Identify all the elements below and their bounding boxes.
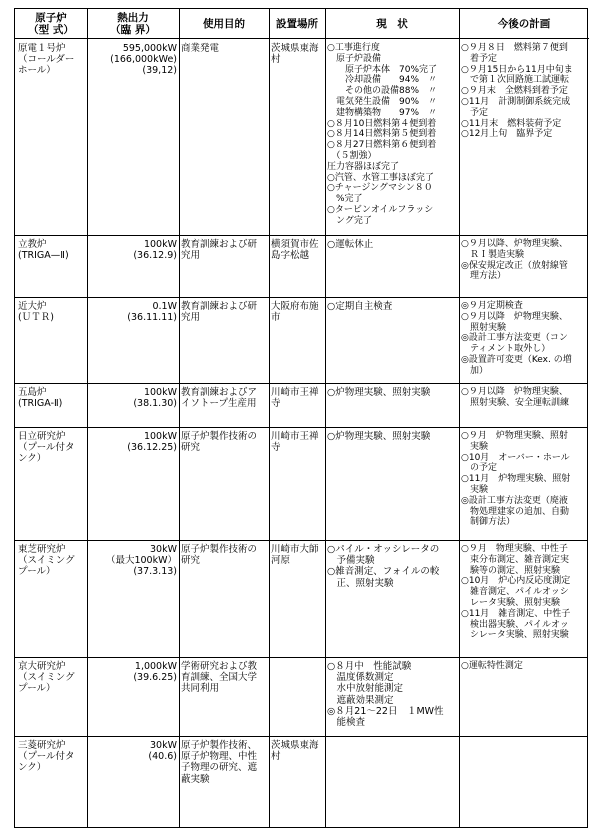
- row-6-reactor: 京大研究炉 （スイミング プール）: [18, 661, 75, 695]
- header-power: [87, 9, 179, 39]
- row-3-reactor: 五島炉 (TRIGA-Ⅱ): [18, 387, 63, 410]
- row-6-location: [269, 659, 325, 734]
- row-divider: [15, 383, 587, 384]
- row-0-location: 茨城県東海 村: [271, 43, 319, 66]
- header-purpose: [179, 9, 269, 39]
- row-1-purpose: 教育訓練および研 究用: [181, 239, 258, 262]
- row-2-status: ○定期自主検査: [327, 301, 393, 312]
- row-4-reactor: 日立研究炉 （プール付タ ンク）: [18, 431, 75, 465]
- row-1-status: ○運転休止: [327, 239, 374, 250]
- row-5-location: 川崎市大師 河原: [271, 544, 319, 567]
- row-0-reactor: 原電１号炉 （コールダー ホール）: [18, 43, 75, 77]
- row-0-power: 595,000kW (166,000kWe) (39,12): [110, 43, 177, 77]
- reactor-status-table: [14, 8, 588, 828]
- row-4-location: 川崎市王禅 寺: [271, 431, 319, 454]
- row-5-reactor: 東芝研究炉 （スイミング プール）: [18, 544, 75, 578]
- row-4-plan: ○９月 炉物理実験、照射 実験 ○10月 オーバー・ホール の予定 ○11月 炉物理実験、照射 実験 ◎設計工事方法変更（廃液 物処理建家の追加、自動 制御方法）: [461, 431, 571, 528]
- row-2-plan: ◎９月定期検査 ○９月以降 炉物理実験、 照射実験 ◎設計工事方法変更（コン ティメント取外し） ◎設置許可変更（Kex. の増 加）: [461, 301, 572, 376]
- row-6-power: 1,000kW (39.6.25): [133, 661, 177, 684]
- header-plan: [459, 9, 589, 39]
- row-divider: [15, 736, 587, 737]
- row-divider: [15, 427, 587, 428]
- row-divider: [15, 657, 587, 658]
- row-4-power: 100kW (36.12.25): [127, 431, 177, 454]
- row-1-power: 100kW (36.12.9): [133, 239, 177, 262]
- row-3-purpose: 教育訓練およびア イソトープ生産用: [181, 387, 258, 410]
- row-0-purpose: 商業発電: [181, 43, 220, 54]
- row-3-location: 川崎市王禅 寺: [271, 387, 319, 410]
- row-7-plan: [459, 738, 589, 826]
- row-6-plan: ○運転特性測定: [461, 661, 523, 671]
- row-divider: [15, 540, 587, 541]
- row-7-location: 茨城県東海 村: [271, 740, 319, 763]
- row-1-reactor: 立教炉 (TRIGA—Ⅱ): [18, 239, 69, 262]
- row-7-power: 30kW (40.6): [148, 740, 177, 763]
- row-5-power: 30kW （最大100kW） (37.3.13): [105, 544, 177, 578]
- row-3-power: 100kW (38.1.30): [133, 387, 177, 410]
- header-location-text: 設置場所: [276, 17, 318, 30]
- row-2-location: 大阪府布施 市: [271, 301, 319, 324]
- header-power-text: 熱出力 （臨 界）: [110, 11, 156, 36]
- row-2-reactor: 近大炉 (ＵＴＲ): [18, 301, 54, 324]
- header-plan-text: 今後の計画: [497, 17, 551, 30]
- header-reactor: [15, 9, 87, 39]
- row-5-plan: ○９月 物理実験、中性子 束分布測定、雑音測定実 験等の測定、照射実験 ○10月 炉心内反応度測定 雑音測定、パイルオッシ レータ実験、照射実験 ○11月 雑音測定、中性子 検出器実験、パイルオッ シレータ実験、照射実験: [461, 544, 571, 641]
- header-status-text: 現 状: [376, 17, 408, 30]
- row-6-status: ○８月中 性能試験 温度係数測定 水中放射能測定 遮蔽効果測定 ◎８月21〜22日 １MW性 能検査: [327, 661, 444, 729]
- row-7-status: [325, 738, 459, 826]
- header-status: [325, 9, 459, 39]
- header-location: [269, 9, 325, 39]
- row-7-reactor: 三菱研究炉 （プール付タ ンク）: [18, 740, 75, 774]
- row-7-purpose: 原子炉製作技術、 原子炉物理、中性 子物理の研究、遮 蔽実験: [181, 740, 258, 785]
- row-3-status: ○炉物理実験、照射実験: [327, 387, 431, 398]
- row-6-purpose: 学術研究および教 育訓練、全国大学 共同利用: [181, 661, 258, 695]
- row-2-purpose: 教育訓練および研 究用: [181, 301, 258, 324]
- row-0-plan: ○９月８日 燃料第７便到 着予定 ○９月15日から11月中旬ま で第１次回路施工試運転 ○９月末 全燃料到着予定 ○11月 計測制御系統完成 予定 ○11月末 燃料装荷予定 ○12月上旬 臨界予定: [461, 43, 573, 140]
- row-2-power: 0.1W (36.11.11): [127, 301, 177, 324]
- row-5-purpose: 原子炉製作技術の 研究: [181, 544, 258, 567]
- row-0-status: ○工事進行度 原子炉設備 原子炉本体 70%完了 冷却設備 94% 〃 その他の設備88% 〃 電気発生設備 90% 〃 建物構築物 97% 〃 ○８月10日燃料第４便到着 ○８月14日燃料第５便到着 ○８月27日燃料第６便到着 （５割強） 圧力容器ほぼ完了 ○汽管、水管工事ほぼ完了 ○チャージングマシン８０ %完了 ○タービンオイルフラッシ ング完了: [327, 43, 438, 226]
- row-divider: [15, 297, 587, 298]
- row-4-status: ○炉物理実験、照射実験: [327, 431, 431, 442]
- header-purpose-text: 使用目的: [203, 17, 245, 30]
- row-3-plan: ○９月以降 炉物理実験、 照射実験、安全運転訓練: [461, 387, 570, 408]
- row-5-status: ○パイル・オッシレータの 予備実験 ○雑音測定、フォイルの較 正、照射実験: [327, 544, 440, 589]
- row-4-purpose: 原子炉製作技術の 研究: [181, 431, 258, 454]
- row-1-plan: ○９月以降、炉物理実験、 ＲＩ製造実験 ◎保安規定改正（放射線管 理方法）: [461, 239, 568, 282]
- row-1-location: 横須賀市佐 島字松越: [271, 239, 319, 262]
- header-reactor-text: 原子炉 （型 式）: [28, 11, 74, 36]
- row-divider: [15, 235, 587, 236]
